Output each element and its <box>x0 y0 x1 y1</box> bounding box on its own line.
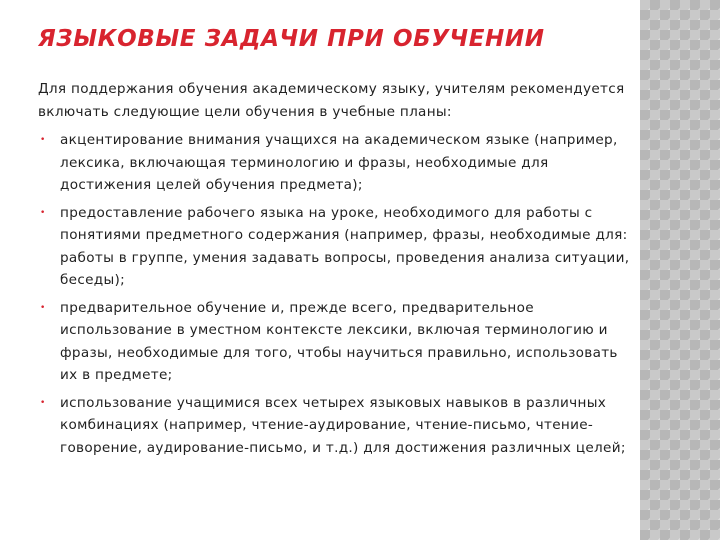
bullet-icon: • <box>40 207 46 218</box>
bullet-icon: • <box>40 135 46 145</box>
bullet-text: предоставление рабочего языка на уроке, необходимого для работы с понятиями предметного содержания (например, фразы, необходимые для: работы в группе, умения задавать вопросы, проведения анализа ситуации, беседы); <box>60 204 630 288</box>
slide-title: ЯЗЫКОВЫЕ ЗАДАЧИ ПРИ ОБУЧЕНИИ <box>38 26 545 52</box>
list-item <box>38 297 638 387</box>
bullet-text: предварительное обучение и, прежде всего, предварительное использование в уместном контексте лексики, включая терминологию и фразы, необходимые для того, чтобы научиться правильно, использовать их в предмете; <box>60 299 618 383</box>
bullet-list <box>38 129 638 459</box>
list-item <box>38 392 638 460</box>
bullet-text: использование учащимися всех четырех языковых навыков в различных комбинациях (например, чтение-аудирование, чтение-письмо, чтение-говорение, аудирование-письмо, и т.д.) для достижения различных целей; <box>60 394 626 456</box>
list-item <box>38 202 638 292</box>
bullet-text: акцентирование внимания учащихся на академическом языке (например, лексика, включающая терминологию и фразы, необходимые для достижения целей обучения предмета); <box>60 132 618 193</box>
decorative-pattern-strip <box>640 0 720 540</box>
list-item <box>38 129 638 197</box>
intro-paragraph: Для поддержания обучения академическому языку, учителям рекомендуется включать следующие цели обучения в учебные планы: <box>38 81 625 120</box>
bullet-icon: • <box>40 302 46 313</box>
slide-content <box>38 78 638 464</box>
bullet-icon: • <box>40 397 46 408</box>
